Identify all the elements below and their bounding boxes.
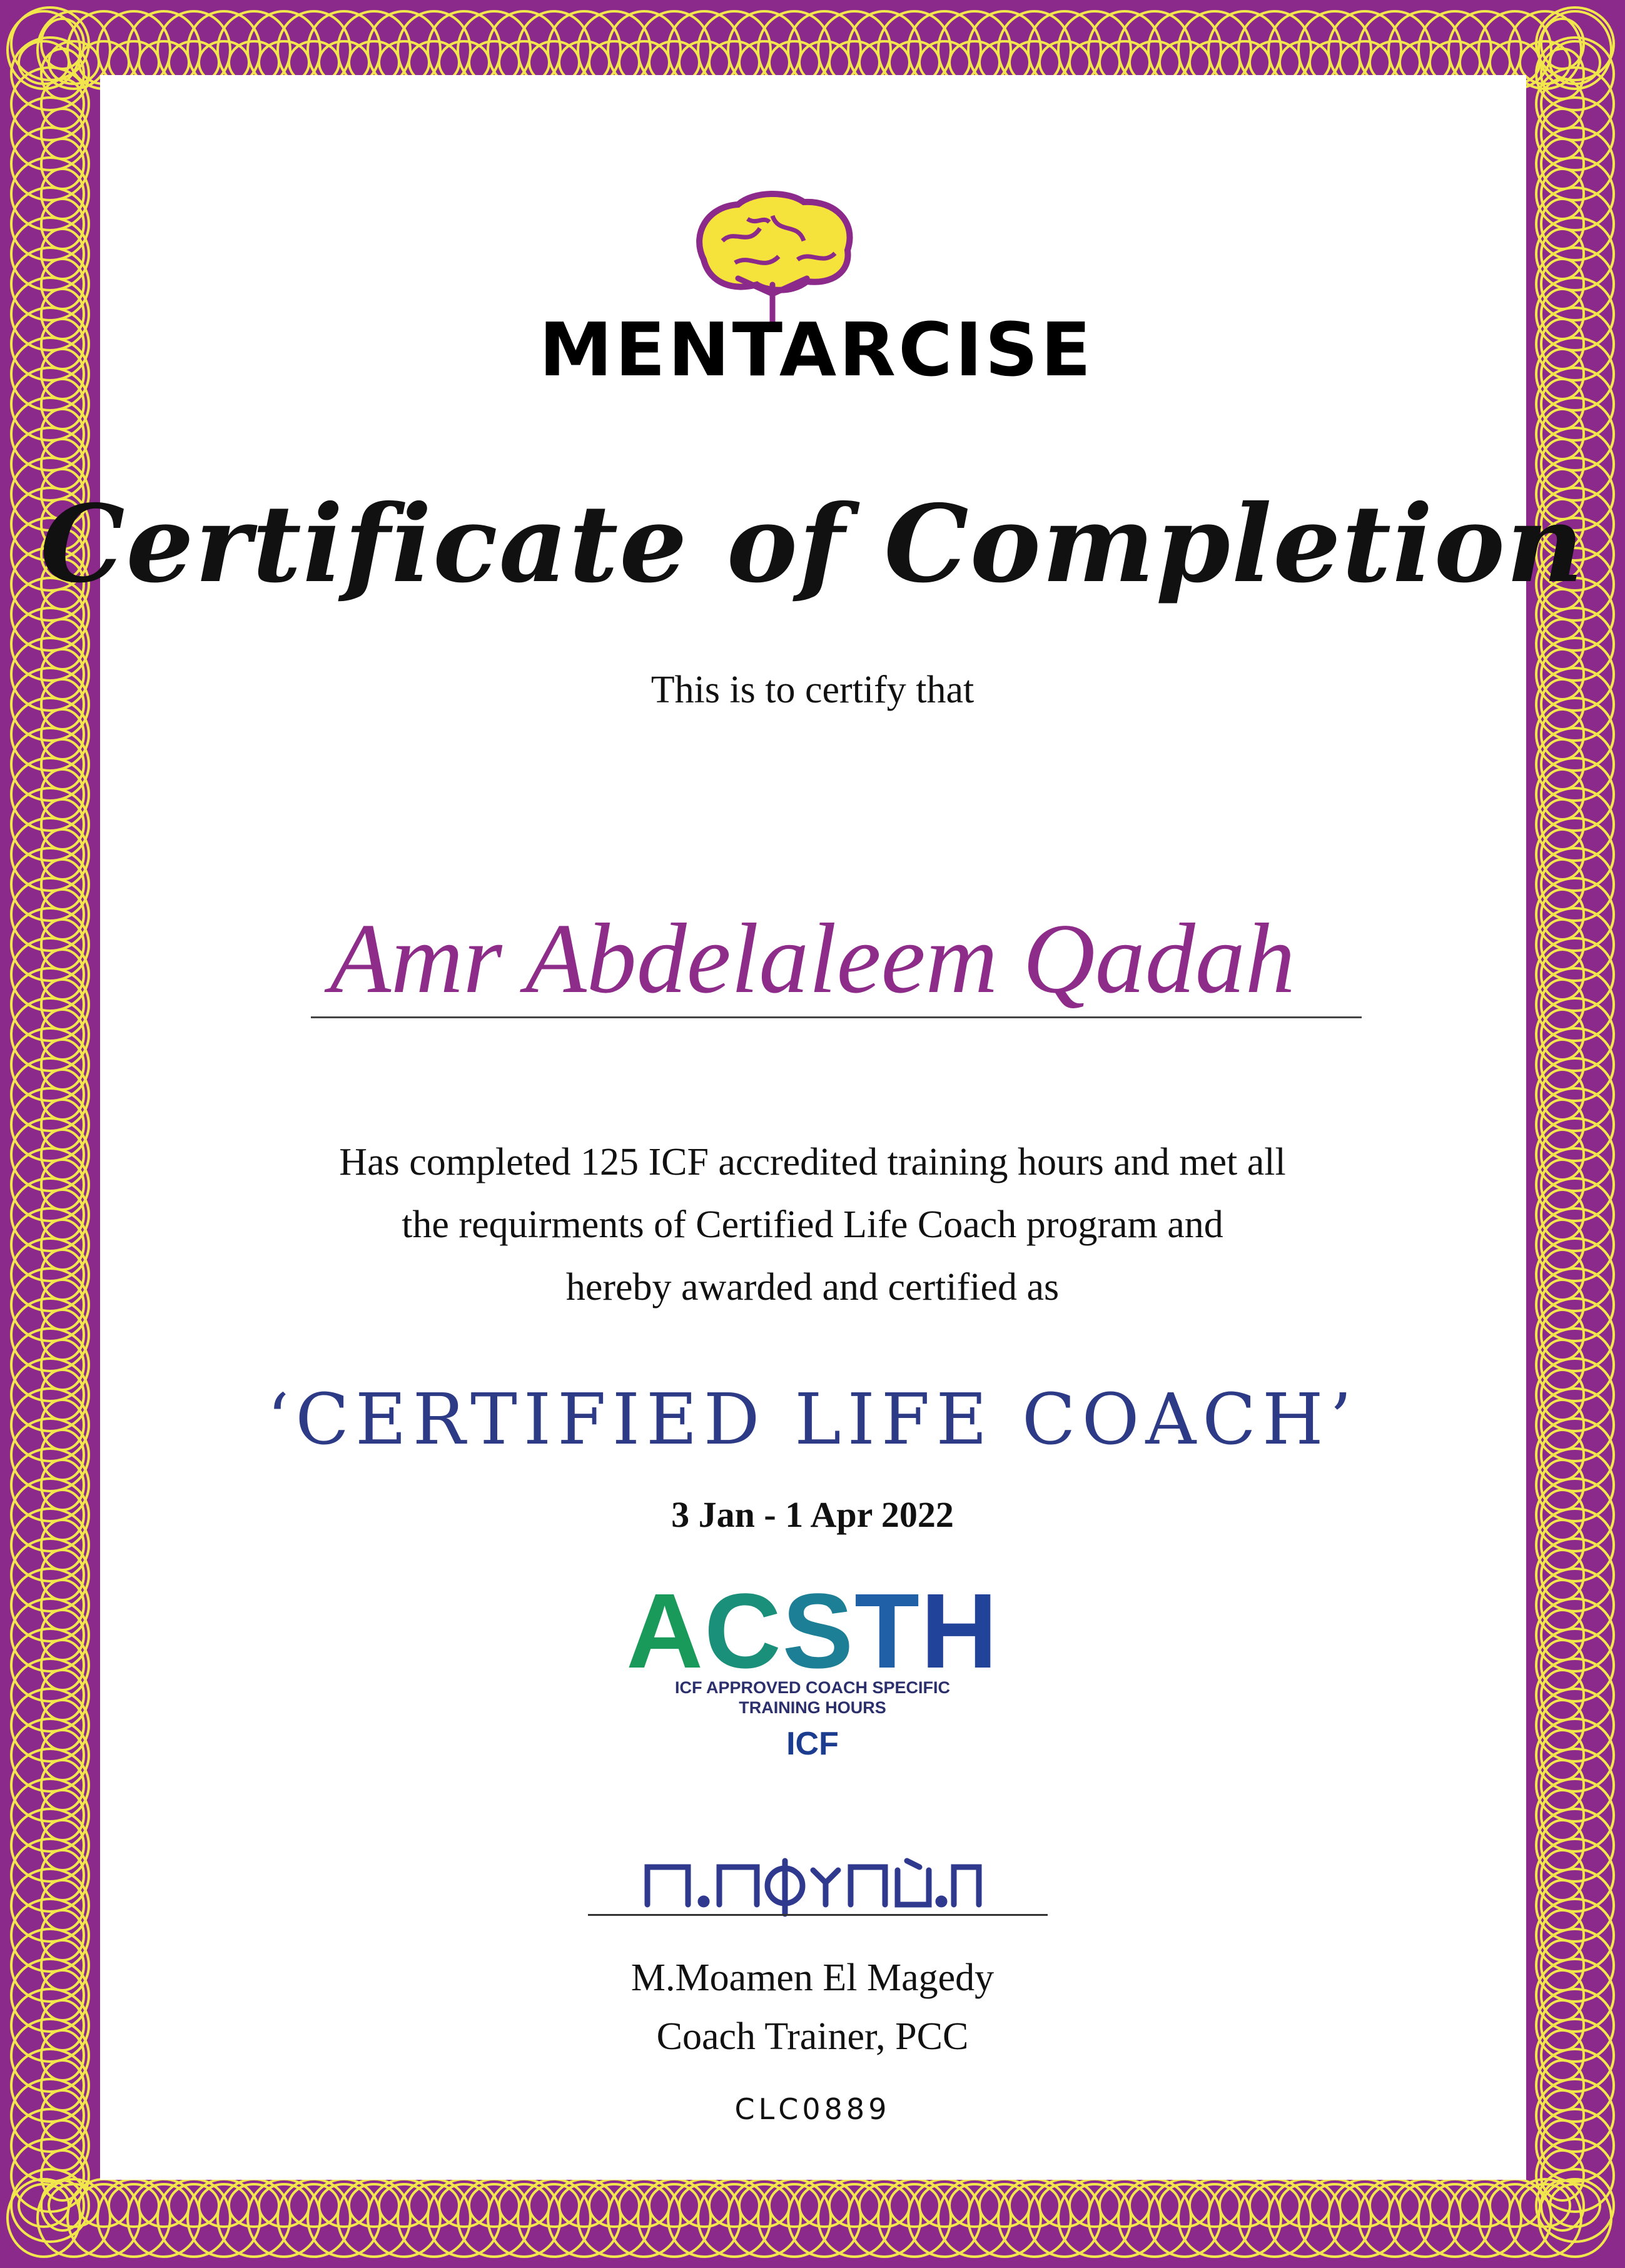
- border-loop: [41, 1760, 84, 1810]
- border-loop: [11, 1839, 89, 1911]
- border-loop: [1536, 8, 1614, 80]
- acsth-letter: T: [854, 1572, 921, 1691]
- border-loop: [848, 2179, 921, 2257]
- border-loop: [1541, 2150, 1584, 2200]
- border-loop: [1541, 109, 1584, 159]
- border-loop: [1160, 2184, 1210, 2227]
- border-loop: [619, 2184, 669, 2227]
- border-loop: [499, 2184, 549, 2227]
- border-loop: [11, 1028, 89, 1101]
- border-loop: [289, 2184, 339, 2227]
- border-loop: [1541, 1010, 1584, 1060]
- border-loop: [1298, 2179, 1371, 2257]
- border-loop: [769, 2184, 819, 2227]
- border-loop: [889, 2184, 939, 2227]
- border-loop: [1536, 188, 1614, 260]
- border-loop: [1536, 158, 1614, 230]
- border-loop: [1268, 2179, 1341, 2257]
- border-loop: [1541, 1760, 1584, 1810]
- border-loop: [41, 379, 84, 429]
- border-loop: [998, 2179, 1071, 2257]
- border-loop: [1400, 2184, 1450, 2227]
- border-loop: [308, 2179, 380, 2257]
- border-loop: [1070, 2184, 1120, 2227]
- border-loop: [379, 2184, 429, 2227]
- signatory-block: [0, 1948, 1625, 2066]
- border-loop: [41, 109, 84, 159]
- border-loop: [11, 1809, 89, 1881]
- border-loop: [589, 2184, 639, 2227]
- border-loop: [1088, 2179, 1161, 2257]
- award-title: ‘CERTIFIED LIFE COACH’: [266, 1379, 1359, 1461]
- border-loop: [1541, 739, 1584, 789]
- border-loop: [41, 49, 84, 99]
- handwritten-signature-icon: [632, 1845, 982, 1920]
- border-loop: [128, 2179, 200, 2257]
- border-loop: [1536, 1839, 1614, 1911]
- border-loop: [1536, 788, 1614, 861]
- border-loop: [11, 758, 89, 831]
- signatory-role: Coach Trainer, PCC: [656, 2015, 969, 2058]
- border-loop: [799, 2184, 849, 2227]
- border-loop: [919, 2184, 969, 2227]
- border-loop: [1541, 619, 1584, 669]
- border-loop: [1359, 2179, 1431, 2257]
- border-loop: [428, 2179, 500, 2257]
- border-loop: [878, 2179, 951, 2257]
- acsth-logo-text: [0, 1570, 1625, 1693]
- signature-line: [588, 1914, 1048, 1916]
- border-loop: [11, 218, 89, 290]
- border-loop: [1541, 349, 1584, 399]
- border-loop: [1190, 2184, 1240, 2227]
- border-loop: [1541, 1790, 1584, 1840]
- border-loop: [980, 2184, 1030, 2227]
- border-loop: [1460, 2184, 1510, 2227]
- border-loop: [1118, 2179, 1191, 2257]
- border-loop: [1536, 1028, 1614, 1101]
- border-loop: [1541, 319, 1584, 369]
- border-loop: [1541, 769, 1584, 819]
- border-loop: [278, 2179, 350, 2257]
- border-loop: [1536, 68, 1614, 140]
- border-loop: [1541, 379, 1584, 429]
- border-loop: [11, 1869, 89, 1941]
- border-loop: [11, 98, 89, 170]
- border-loop: [1536, 818, 1614, 891]
- border-loop: [1541, 1040, 1584, 1090]
- border-loop: [41, 2120, 84, 2170]
- border-loop: [41, 1820, 84, 1870]
- border-loop: [649, 2184, 699, 2227]
- border-loop: [41, 259, 84, 309]
- border-loop: [169, 2184, 219, 2227]
- intro-text: This is to certify that: [651, 669, 974, 711]
- border-loop: [229, 2184, 279, 2227]
- border-loop: [638, 2179, 711, 2257]
- border-loop: [1541, 1850, 1584, 1900]
- border-loop: [1536, 728, 1614, 801]
- border-loop: [41, 409, 84, 459]
- border-loop: [338, 2179, 410, 2257]
- border-loop: [398, 2179, 470, 2257]
- border-loop: [41, 139, 84, 189]
- border-loop: [968, 2179, 1041, 2257]
- border-loop: [818, 2179, 891, 2257]
- border-loop: [1541, 229, 1584, 279]
- border-loop: [1536, 2139, 1614, 2212]
- border-loop: [41, 1790, 84, 1840]
- svg-text:MENTARCISE: MENTARCISE: [539, 306, 1094, 393]
- acsth-subtitle-line: ICF APPROVED COACH SPECIFIC: [674, 1678, 951, 1697]
- border-loop: [11, 158, 89, 230]
- border-loop: [1238, 2179, 1311, 2257]
- border-loop: [1550, 2184, 1600, 2227]
- border-loop: [11, 1779, 89, 1851]
- border-loop: [1130, 2184, 1180, 2227]
- border-loop: [529, 2184, 579, 2227]
- border-loop: [908, 2179, 981, 2257]
- border-loop: [1419, 2179, 1491, 2257]
- statement-line: Has completed 125 ICF accredited training hours and met all: [339, 1141, 1286, 1183]
- border-loop: [1028, 2179, 1101, 2257]
- border-loop: [11, 398, 89, 470]
- border-loop: [1536, 248, 1614, 320]
- border-loop: [608, 2179, 681, 2257]
- border-loop: [1058, 2179, 1131, 2257]
- border-loop: [859, 2184, 909, 2227]
- border-loop: [698, 2179, 771, 2257]
- border-loop: [1541, 169, 1584, 219]
- border-loop: [1536, 1869, 1614, 1941]
- border-loop: [218, 2179, 290, 2257]
- acsth-word: [626, 1572, 999, 1691]
- border-loop: [38, 2179, 110, 2257]
- border-loop: [559, 2184, 609, 2227]
- border-loop: [1541, 709, 1584, 759]
- border-loop: [1536, 1779, 1614, 1851]
- border-loop: [1280, 2184, 1330, 2227]
- statement-line: the requirments of Certified Life Coach program and: [402, 1203, 1223, 1246]
- border-loop: [739, 2184, 789, 2227]
- border-loop: [469, 2184, 519, 2227]
- border-loop: [11, 128, 89, 200]
- border-loop: [1536, 1809, 1614, 1881]
- border-loop: [1536, 278, 1614, 350]
- border-loop: [41, 289, 84, 339]
- recipient-name: Amr Abdelaleem Qadah: [330, 903, 1295, 1014]
- border-loop: [1541, 199, 1584, 249]
- border-loop: [709, 2184, 759, 2227]
- border-loop: [1449, 2179, 1521, 2257]
- border-loop: [158, 2179, 230, 2257]
- border-loop: [188, 2179, 260, 2257]
- completion-statement: [0, 1131, 1625, 1319]
- border-loop: [938, 2179, 1011, 2257]
- border-loop: [11, 728, 89, 801]
- border-loop: [548, 2179, 620, 2257]
- acsth-letter: H: [921, 1572, 999, 1691]
- border-loop: [11, 368, 89, 440]
- acsth-letter: A: [626, 1572, 704, 1691]
- border-loop: [1536, 308, 1614, 380]
- border-loop: [41, 199, 84, 249]
- border-loop: [349, 2184, 399, 2227]
- border-loop: [679, 2184, 729, 2227]
- border-loop: [98, 2179, 170, 2257]
- certificate-code: CLC0889: [734, 2092, 891, 2126]
- acsth-subtitle-line: TRAINING HOURS: [739, 1698, 886, 1717]
- icf-logo: ICF: [786, 1726, 839, 1762]
- border-loop: [1536, 338, 1614, 410]
- border-loop: [458, 2179, 530, 2257]
- border-loop: [1536, 128, 1614, 200]
- border-loop: [1541, 2120, 1584, 2170]
- border-loop: [439, 2184, 489, 2227]
- border-loop: [41, 229, 84, 279]
- border-loop: [1208, 2179, 1281, 2257]
- mentarcise-logo: [539, 306, 1094, 394]
- border-loop: [1536, 758, 1614, 831]
- border-loop: [41, 169, 84, 219]
- border-loop: [1220, 2184, 1270, 2227]
- border-loop: [1541, 799, 1584, 849]
- border-loop: [248, 2179, 320, 2257]
- border-loop: [1539, 2179, 1611, 2257]
- border-loop: [1100, 2184, 1150, 2227]
- border-loop: [11, 818, 89, 891]
- border-loop: [1340, 2184, 1390, 2227]
- border-loop: [1250, 2184, 1300, 2227]
- border-loop: [1370, 2184, 1420, 2227]
- border-loop: [199, 2184, 249, 2227]
- border-loop: [41, 1070, 84, 1120]
- signatory-name: M.Moamen El Magedy: [630, 1957, 995, 1999]
- acsth-subtitle: [0, 1678, 1625, 1718]
- certificate-title: Certificate of Completion: [40, 482, 1585, 607]
- border-loop: [1490, 2184, 1540, 2227]
- border-loop: [41, 319, 84, 369]
- border-loop: [758, 2179, 831, 2257]
- border-loop: [41, 799, 84, 849]
- border-loop: [1040, 2184, 1090, 2227]
- border-loop: [368, 2179, 440, 2257]
- border-loop: [41, 829, 84, 879]
- border-loop: [1536, 98, 1614, 170]
- border-loop: [109, 2184, 159, 2227]
- border-loop: [1536, 218, 1614, 290]
- border-loop: [1010, 2184, 1060, 2227]
- border-loop: [1541, 829, 1584, 879]
- border-loop: [41, 1010, 84, 1060]
- border-loop: [518, 2179, 590, 2257]
- border-loop: [1541, 259, 1584, 309]
- border-loop: [1178, 2179, 1251, 2257]
- border-loop: [41, 769, 84, 819]
- border-loop: [1541, 409, 1584, 459]
- border-loop: [41, 1040, 84, 1090]
- border-loop: [41, 619, 84, 669]
- statement-line: hereby awarded and certified as: [565, 1266, 1060, 1309]
- border-loop: [41, 739, 84, 789]
- border-loop: [1541, 289, 1584, 339]
- border-loop: [1389, 2179, 1461, 2257]
- border-loop: [1536, 398, 1614, 470]
- border-loop: [11, 278, 89, 350]
- border-loop: [11, 788, 89, 861]
- border-loop: [409, 2184, 459, 2227]
- border-loop: [319, 2184, 369, 2227]
- border-loop: [728, 2179, 801, 2257]
- border-loop: [1148, 2179, 1221, 2257]
- border-loop: [1541, 1880, 1584, 1930]
- border-loop: [49, 41, 99, 84]
- border-loop: [41, 1880, 84, 1930]
- border-loop: [949, 2184, 1000, 2227]
- border-loop: [1536, 1058, 1614, 1131]
- border-loop: [11, 308, 89, 380]
- border-loop: [668, 2179, 741, 2257]
- border-loop: [1430, 2184, 1480, 2227]
- border-loop: [829, 2184, 879, 2227]
- acsth-letter: S: [782, 1572, 855, 1691]
- border-loop: [488, 2179, 560, 2257]
- border-loop: [11, 338, 89, 410]
- border-loop: [578, 2179, 651, 2257]
- acsth-letter: C: [704, 1572, 782, 1691]
- border-loop: [41, 349, 84, 399]
- border-loop: [11, 1058, 89, 1131]
- border-loop: [1329, 2179, 1401, 2257]
- border-loop: [11, 248, 89, 320]
- border-loop: [1541, 139, 1584, 189]
- name-underline: [311, 1016, 1362, 1018]
- border-loop: [259, 2184, 309, 2227]
- border-loop: [1536, 368, 1614, 440]
- border-loop: [41, 1850, 84, 1900]
- program-dates: 3 Jan - 1 Apr 2022: [671, 1494, 954, 1535]
- border-loop: [139, 2184, 189, 2227]
- border-loop: [41, 709, 84, 759]
- border-loop: [1541, 1070, 1584, 1120]
- border-loop: [1310, 2184, 1360, 2227]
- border-loop: [1541, 1820, 1584, 1870]
- border-loop: [11, 188, 89, 260]
- border-loop: [788, 2179, 861, 2257]
